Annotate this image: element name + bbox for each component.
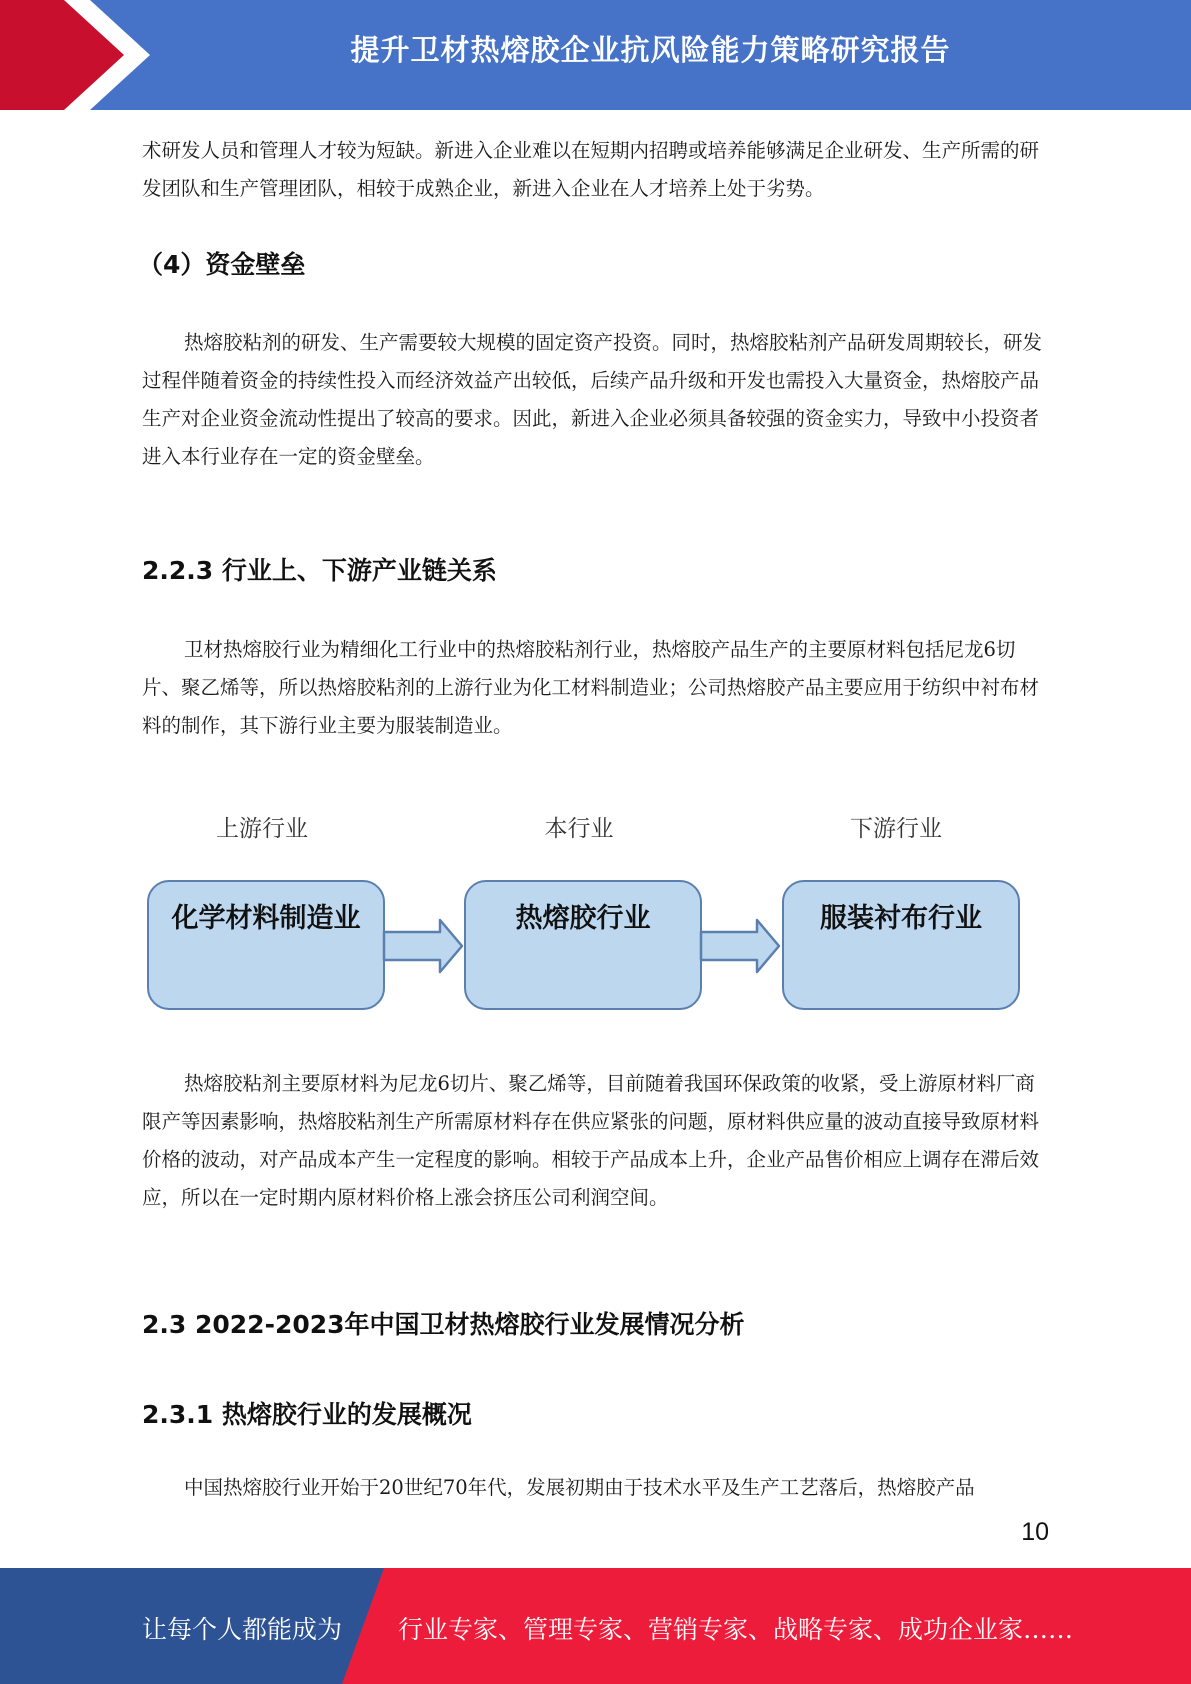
paragraph-talent: 术研发人员和管理人才较为短缺。新进入企业难以在短期内招聘或培养能够满足企业研发、生产所需的研发团队和生产管理团队，相较于成熟企业，新进入企业在人才培养上处于劣势。: [142, 139, 1040, 200]
paragraph-overview: [142, 1469, 1045, 1507]
heading-2-3: 2.3 2022-2023年中国卫材热熔胶行业发展情况分析: [142, 1310, 745, 1339]
paragraph-raw-materials-text: 热熔胶粘剂主要原材料为尼龙6切片、聚乙烯等，目前随着我国环保政策的收紧，受上游原材料厂商限产等因素影响，热熔胶粘剂生产所需原材料存在供应紧张的问题，原材料供应量的波动直接导致原材料价格的波动，对产品成本产生一定程度的影响。相较于产品成本上升，企业产品售价相应上调存在滞后效应，所以在一定时期内原材料价格上涨会挤压公司利润空间。: [142, 1072, 1040, 1209]
paragraph-funds: [142, 324, 1045, 476]
footer-slogan-right: 行业专家、管理专家、营销专家、战略专家、成功企业家……: [398, 1615, 1074, 1644]
label-upstream: 上游行业: [216, 816, 308, 842]
arrow-right-icon: [699, 918, 781, 974]
label-downstream: 下游行业: [850, 816, 942, 842]
industry-chain-diagram: [142, 800, 1042, 1030]
paragraph-chain-text: 卫材热熔胶行业为精细化工行业中的热熔胶粘剂行业，热熔胶产品生产的主要原材料包括尼龙6切片、聚乙烯等，所以热熔胶粘剂的上游行业为化工材料制造业；公司热熔胶产品主要应用于纺织中衬布材料的制作，其下游行业主要为服装制造业。: [142, 638, 1040, 737]
page-header: [0, 0, 1191, 110]
heading-2-3-1: 2.3.1 热熔胶行业的发展概况: [142, 1400, 472, 1429]
paragraph-overview-text: 中国热熔胶行业开始于20世纪70年代，发展初期由于技术水平及生产工艺落后，热熔胶产品: [184, 1476, 975, 1499]
label-this-industry: 本行业: [544, 816, 614, 842]
heading-2-2-3: 2.2.3 行业上、下游产业链关系: [142, 556, 497, 585]
paragraph-chain: [142, 631, 1045, 745]
box-hot-melt-industry: 热熔胶行业: [464, 880, 702, 1010]
box-garment-interlining: 服装衬布行业: [782, 880, 1020, 1010]
page-number: 10: [1021, 1518, 1049, 1546]
page-footer: [0, 1568, 1191, 1684]
arrow-right-icon: [382, 918, 464, 974]
paragraph-raw-materials: [142, 1065, 1045, 1217]
heading-funds-barrier: （4）资金壁垒: [138, 250, 306, 279]
box-chemical-materials: 化学材料制造业: [147, 880, 385, 1010]
footer-slogan-left: 让每个人都能成为: [142, 1615, 343, 1644]
paragraph-funds-text: 热熔胶粘剂的研发、生产需要较大规模的固定资产投资。同时，热熔胶粘剂产品研发周期较长，研发过程伴随着资金的持续性投入而经济效益产出较低，后续产品升级和开发也需投入大量资金，热熔胶产品生产对企业资金流动性提出了较高的要求。因此，新进入企业必须具备较强的资金实力，导致中小投资者进入本行业存在一定的资金壁垒。: [142, 331, 1043, 468]
report-title: 提升卫材热熔胶企业抗风险能力策略研究报告: [350, 33, 951, 67]
